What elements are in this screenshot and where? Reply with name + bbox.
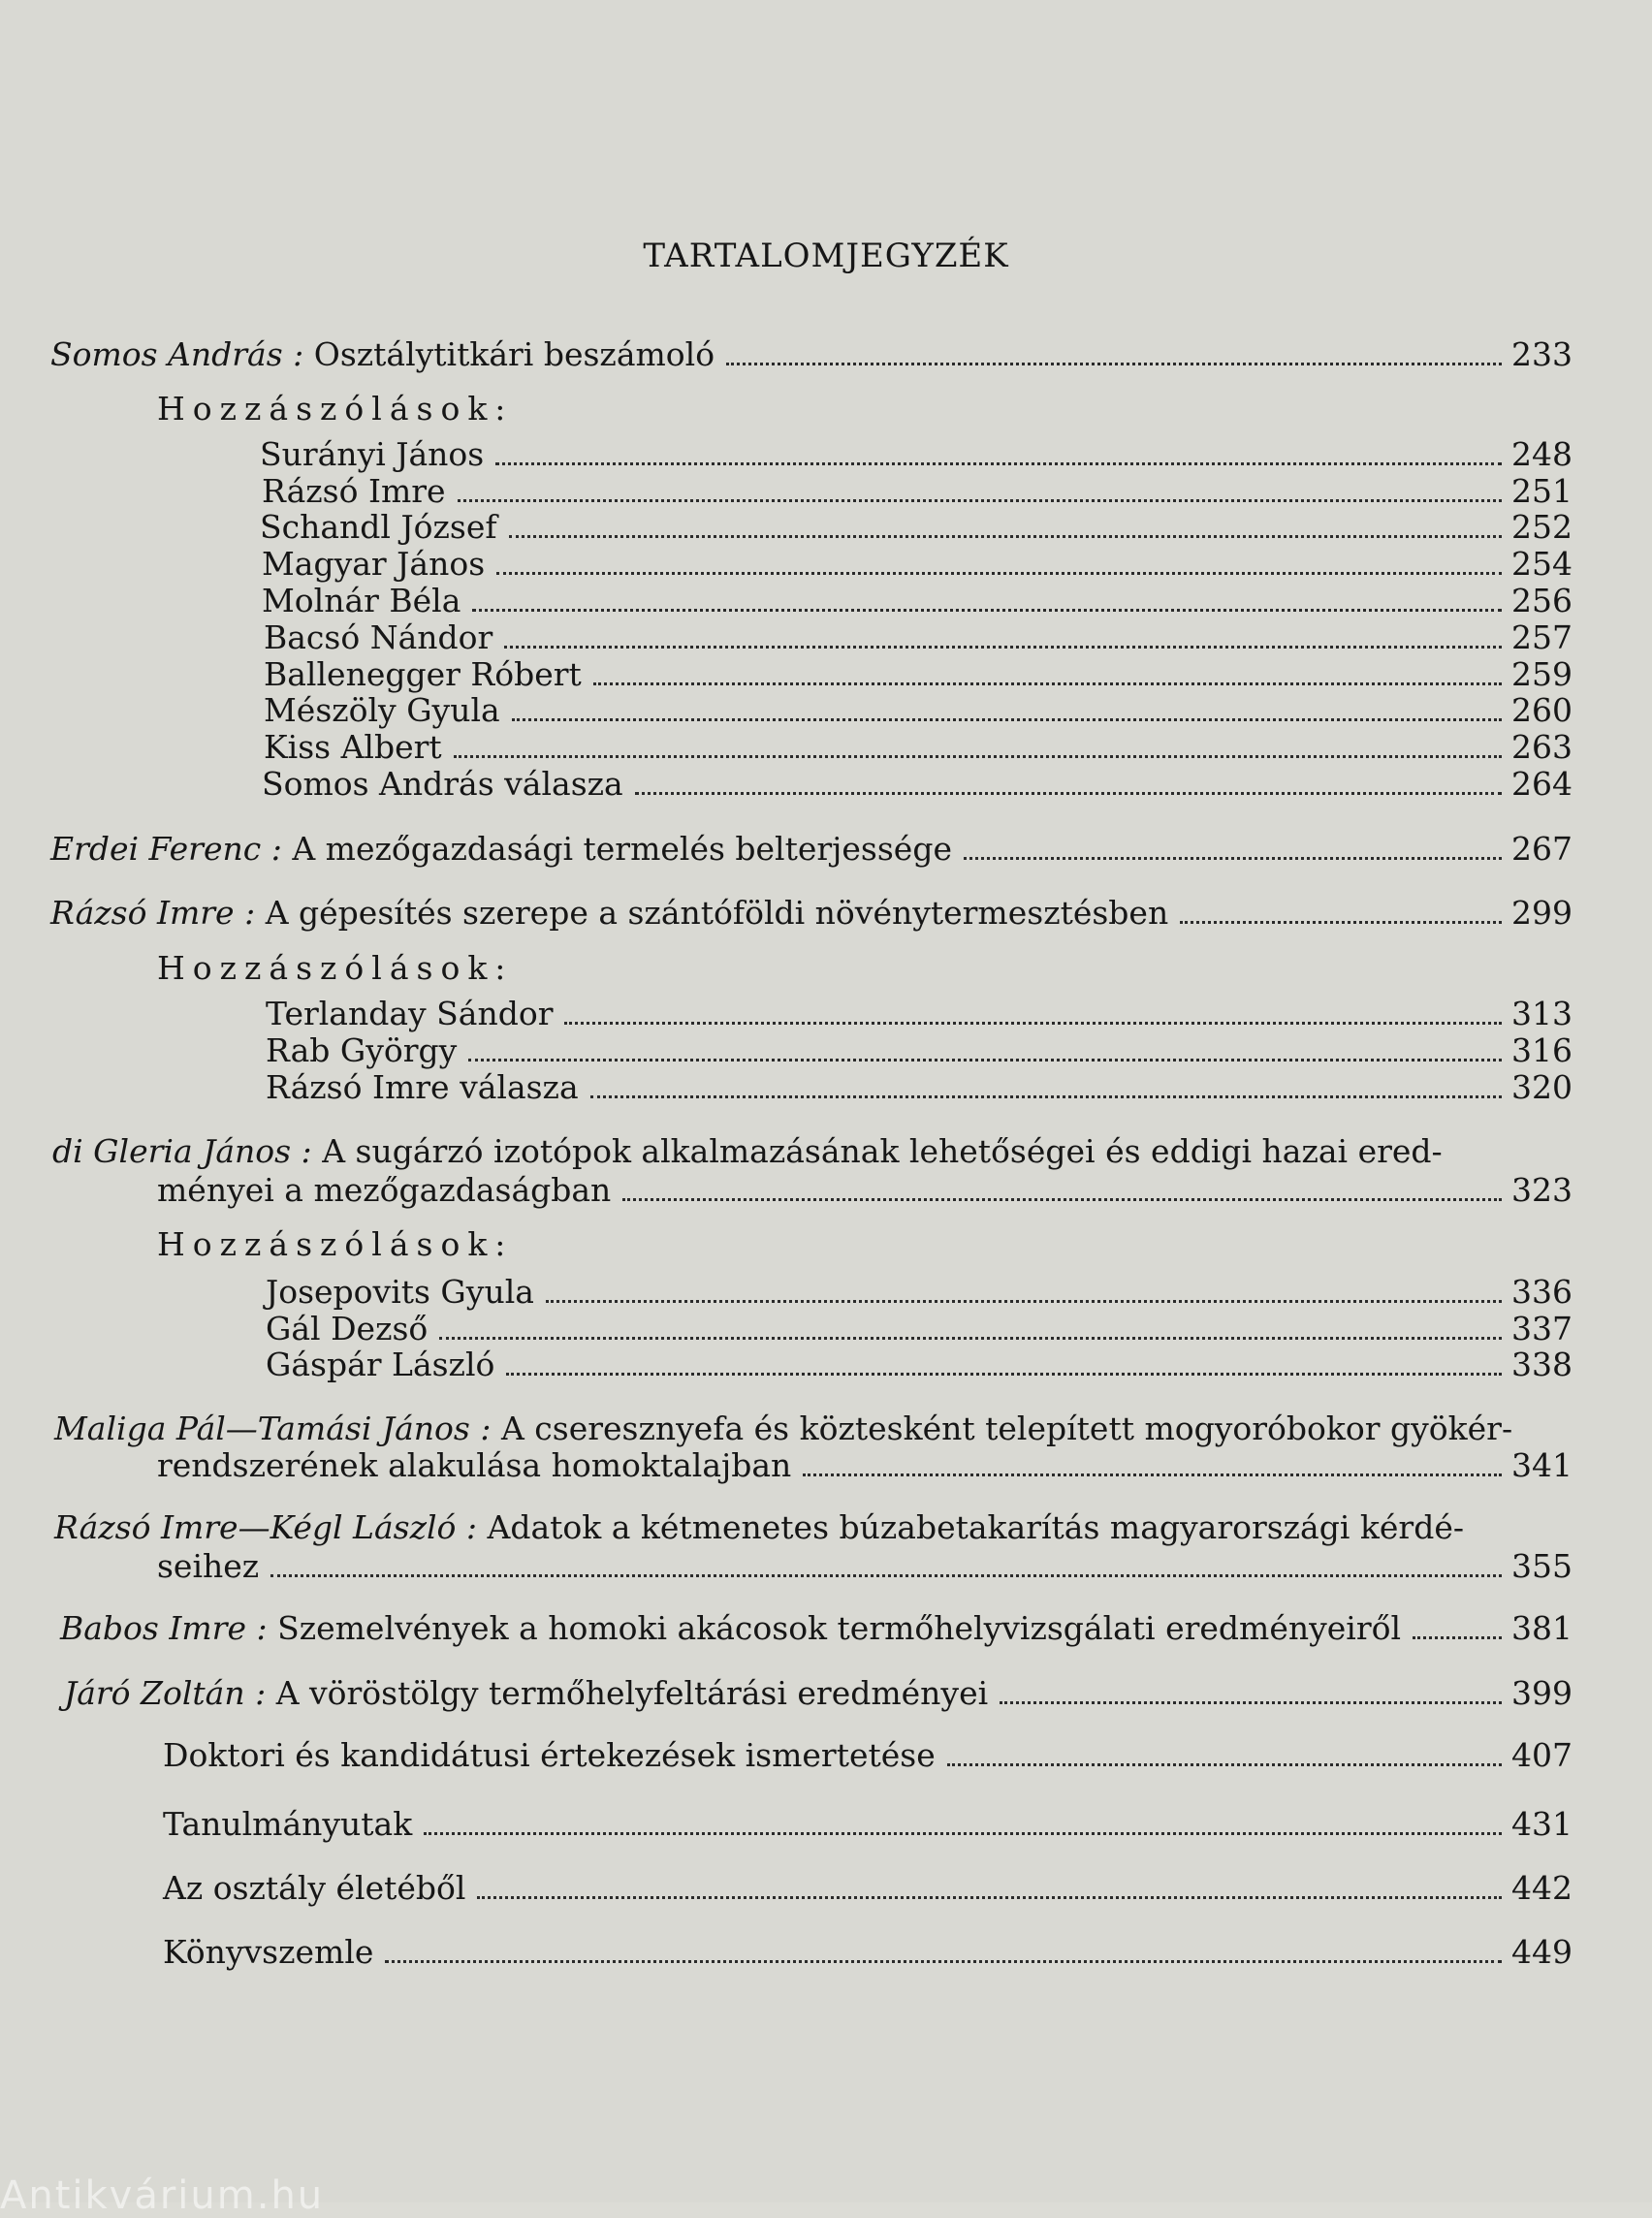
entry-title: Gáspár László <box>266 1346 495 1383</box>
toc-entry <box>260 435 1573 474</box>
dot-leader <box>472 609 1502 612</box>
entry-title: A vöröstölgy termőhelyfeltárási eredményei <box>275 1674 989 1712</box>
dot-leader <box>385 1960 1502 1963</box>
dot-leader <box>947 1763 1502 1766</box>
entry-author: Rázsó Imre : <box>50 894 256 932</box>
page-number: 381 <box>1511 1609 1573 1647</box>
entry-title: Tanulmányutak <box>163 1805 413 1843</box>
page-number: 407 <box>1511 1736 1573 1774</box>
entry-title: A cseresznyefa és köztesként telepített mogyoróbokor gyökér- <box>500 1410 1513 1447</box>
toc-entry <box>262 765 1573 804</box>
toc-entry <box>163 1736 1573 1775</box>
toc-entry <box>266 1273 1573 1312</box>
page-number: 337 <box>1511 1310 1573 1347</box>
toc-entry <box>264 618 1573 657</box>
dot-leader <box>726 363 1502 365</box>
page-number: 313 <box>1511 995 1573 1032</box>
dot-leader <box>564 1022 1502 1025</box>
page-number: 299 <box>1511 894 1573 932</box>
page-number: 320 <box>1511 1068 1573 1106</box>
dot-leader <box>593 682 1502 685</box>
page-number: 260 <box>1511 691 1573 729</box>
toc-entry <box>60 1609 1573 1648</box>
watermark: Antikvárium.hu <box>0 2173 325 2218</box>
entry-author: Babos Imre : <box>60 1609 268 1647</box>
page-number: 264 <box>1511 765 1573 803</box>
dot-leader <box>546 1300 1502 1303</box>
toc-entry <box>157 1171 1573 1210</box>
toc-entry <box>262 545 1573 584</box>
entry-title-cont: rendszerének alakulása homoktalajban <box>157 1446 792 1484</box>
dot-leader <box>270 1574 1502 1577</box>
entry-title: Ballenegger Róbert <box>264 655 582 693</box>
entry-author: Somos András : <box>50 335 304 373</box>
entry-title: Surányi János <box>260 435 485 473</box>
toc-entry <box>163 1869 1573 1908</box>
page-number: 252 <box>1511 508 1573 546</box>
toc-entry <box>64 1674 1573 1713</box>
entry-author: Maliga Pál—Tamási János : <box>54 1410 492 1447</box>
dot-leader <box>458 499 1502 502</box>
subheading: Hozzászólások: <box>157 949 514 987</box>
toc-entry <box>262 472 1573 511</box>
page-number: 254 <box>1511 545 1573 583</box>
entry-title: Bacsó Nándor <box>264 618 493 656</box>
toc-entry <box>266 1068 1573 1107</box>
dot-leader <box>622 1198 1502 1201</box>
dot-leader <box>803 1473 1502 1476</box>
page-number: 256 <box>1511 582 1573 619</box>
page-number: 316 <box>1511 1031 1573 1069</box>
page-number: 449 <box>1511 1933 1573 1971</box>
entry-author: Erdei Ferenc : <box>50 830 282 868</box>
entry-title-cont: ményei a mezőgazdaságban <box>157 1171 612 1209</box>
page-number: 431 <box>1511 1805 1573 1843</box>
toc-entry <box>50 335 1573 374</box>
toc-entry <box>50 894 1573 933</box>
toc-entry <box>266 1346 1573 1384</box>
toc-entry <box>163 1805 1573 1844</box>
entry-title: Rázsó Imre <box>262 472 446 510</box>
page-number: 267 <box>1511 830 1573 868</box>
dot-leader <box>504 646 1502 649</box>
dot-leader <box>477 1896 1502 1899</box>
subheading: Hozzászólások: <box>157 1225 514 1263</box>
toc-entry <box>157 1547 1573 1586</box>
page-number: 336 <box>1511 1273 1573 1311</box>
page-number: 323 <box>1511 1171 1573 1209</box>
toc-entry <box>163 1933 1573 1972</box>
page-number: 341 <box>1511 1446 1573 1484</box>
toc-entry <box>260 508 1573 547</box>
dot-leader <box>468 1059 1502 1061</box>
toc-entry <box>157 1446 1573 1485</box>
dot-leader <box>509 535 1502 538</box>
page-number: 233 <box>1511 335 1573 373</box>
dot-leader <box>424 1832 1502 1835</box>
toc-entry <box>50 830 1573 869</box>
page-number: 442 <box>1511 1869 1573 1907</box>
toc-entry <box>264 728 1573 767</box>
entry-title: A sugárzó izotópok alkalmazásának lehetőségei és eddigi hazai ered- <box>322 1132 1443 1170</box>
entry-title: Osztálytitkári beszámoló <box>313 335 715 373</box>
page-number: 399 <box>1511 1674 1573 1712</box>
entry-title: Könyvszemle <box>163 1933 374 1971</box>
entry-title: Gál Dezső <box>266 1310 429 1347</box>
entry-title: Adatok a kétmenetes búzabetakarítás magyarországi kérdé- <box>487 1508 1464 1546</box>
dot-leader <box>439 1337 1502 1340</box>
entry-title: A mezőgazdasági termelés belterjessége <box>292 830 952 868</box>
dot-leader <box>1413 1636 1502 1639</box>
toc-entry-first-line <box>52 1132 1573 1171</box>
dot-leader <box>495 462 1502 465</box>
dot-leader <box>1180 921 1502 924</box>
entry-title: Mészöly Gyula <box>264 691 500 729</box>
page-number: 248 <box>1511 435 1573 473</box>
toc-entry <box>266 1310 1573 1348</box>
toc-entry <box>262 582 1573 620</box>
toc-entry-first-line <box>54 1410 1573 1448</box>
dot-leader <box>635 792 1502 795</box>
toc-entry <box>264 691 1573 730</box>
page-number: 257 <box>1511 618 1573 656</box>
entry-title: Molnár Béla <box>262 582 461 619</box>
entry-author: di Gleria János : <box>52 1132 312 1170</box>
entry-title: Az osztály életéből <box>163 1869 466 1907</box>
dot-leader <box>1000 1701 1502 1704</box>
page-number: 263 <box>1511 728 1573 766</box>
entry-title: Kiss Albert <box>264 728 442 766</box>
dot-leader <box>506 1373 1502 1376</box>
dot-leader <box>964 857 1502 860</box>
entry-author: Járó Zoltán : <box>64 1674 267 1712</box>
page-number: 259 <box>1511 655 1573 693</box>
page-number: 338 <box>1511 1346 1573 1383</box>
page-number: 355 <box>1511 1547 1573 1585</box>
page-title: TARTALOMJEGYZÉK <box>643 237 1009 275</box>
entry-title: Doktori és kandidátusi értekezések ismertetése <box>163 1736 936 1774</box>
entry-title: Rab György <box>266 1031 458 1069</box>
dot-leader <box>454 755 1502 758</box>
entry-title: Magyar János <box>262 545 486 583</box>
entry-title: Somos András válasza <box>262 765 623 803</box>
toc-entry <box>266 995 1573 1033</box>
toc-entry <box>264 655 1573 694</box>
toc-entry <box>266 1031 1573 1070</box>
subheading: Hozzászólások: <box>157 390 514 428</box>
toc-entry-first-line <box>54 1508 1573 1547</box>
entry-title: Schandl József <box>260 508 497 546</box>
entry-title: Rázsó Imre válasza <box>266 1068 579 1106</box>
entry-title: Terlanday Sándor <box>266 995 554 1032</box>
dot-leader <box>496 572 1502 575</box>
page-number: 251 <box>1511 472 1573 510</box>
dot-leader <box>512 718 1502 721</box>
dot-leader <box>590 1095 1502 1098</box>
entry-title: Josepovits Gyula <box>266 1273 534 1311</box>
entry-author: Rázsó Imre—Kégl László : <box>54 1508 477 1546</box>
entry-title: Szemelvények a homoki akácosok termőhelyvizsgálati eredményeiről <box>277 1609 1402 1647</box>
entry-title: A gépesítés szerepe a szántóföldi növénytermesztésben <box>265 894 1169 932</box>
entry-title-cont: seihez <box>157 1547 260 1585</box>
